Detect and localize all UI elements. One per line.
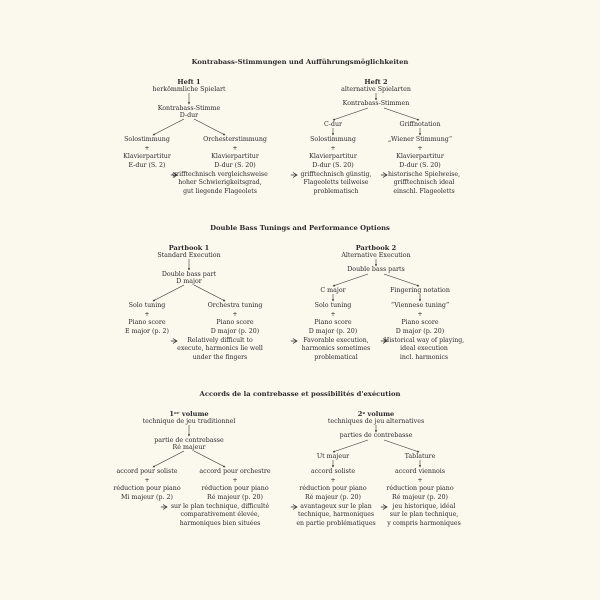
part2-part: parties de contrebasse bbox=[339, 432, 413, 439]
part2-style: alternative Spielarten bbox=[341, 86, 411, 93]
part2-left-line: accord soliste bbox=[310, 468, 356, 475]
arrow bbox=[384, 440, 419, 452]
part1-right-line: Piano score bbox=[216, 319, 254, 327]
part2-right-note-line: sur le plan technique, bbox=[389, 511, 459, 519]
part1-key: D major bbox=[176, 278, 202, 285]
part1-left-line: + bbox=[144, 476, 150, 484]
part1-part: Double bass part bbox=[161, 271, 217, 278]
part2-left-key: C major bbox=[320, 287, 346, 294]
part2-left-line: Ré majeur (p. 20) bbox=[305, 493, 361, 501]
arrow bbox=[194, 119, 225, 135]
section-title-de: Kontrabass-Stimmungen und Aufführungsmöglichkeiten bbox=[191, 58, 409, 66]
part2-left-key: C-dur bbox=[323, 121, 343, 128]
arrow-right-icon bbox=[171, 339, 177, 344]
part2-left-key: Ut majeur bbox=[316, 453, 350, 460]
part1-right-line: D-dur (S. 20) bbox=[214, 161, 256, 169]
part2-style: techniques de jeu alternatives bbox=[327, 418, 425, 425]
part2-right-note-line: historische Spielweise, bbox=[387, 171, 461, 178]
part1-left-line: Piano score bbox=[128, 319, 166, 327]
part1-right-line: + bbox=[232, 310, 238, 318]
arrow bbox=[153, 451, 184, 467]
part2-part: Kontrabass-Stimmen bbox=[342, 100, 410, 107]
arrow bbox=[153, 285, 184, 301]
part2-right-line: D-dur (S. 20) bbox=[399, 161, 441, 169]
part1-heading: Heft 1 bbox=[177, 78, 201, 86]
arrow bbox=[333, 274, 368, 286]
part1-note-line: gut liegende Flageolets bbox=[183, 187, 257, 195]
part2-left-line: D-dur (S. 20) bbox=[312, 161, 354, 169]
part1-note-line: harmoniques bien situées bbox=[179, 519, 261, 527]
part2-right-note-line: Historical way of playing, bbox=[383, 337, 465, 344]
part1-left-line: + bbox=[144, 144, 150, 152]
arrow-right-icon bbox=[381, 173, 387, 178]
part2-right-key: Tablature bbox=[404, 453, 436, 460]
part1-right-line: Klavierpartitur bbox=[211, 153, 259, 161]
arrow bbox=[333, 440, 368, 452]
arrow bbox=[194, 451, 225, 467]
part2-left-line: D major (p. 20) bbox=[308, 327, 358, 335]
part1-note-line: sur le plan technique, difficulté bbox=[170, 503, 270, 510]
part2-right-line: D major (p. 20) bbox=[395, 327, 445, 335]
part2-right-note-line: jeu historique, idéal bbox=[392, 503, 456, 510]
part1-key: D-dur bbox=[179, 112, 199, 119]
part2-left-line: Solostimmung bbox=[310, 136, 356, 143]
part2-right-note-line: incl. harmonics bbox=[399, 353, 449, 361]
part1-heading: Partbook 1 bbox=[168, 244, 210, 252]
part1-key: Ré majeur bbox=[172, 444, 206, 451]
part1-note-line: under the fingers bbox=[192, 353, 248, 361]
part1-right-line: D major (p. 20) bbox=[210, 327, 260, 335]
part2-left-line: + bbox=[330, 144, 336, 152]
part2-right-line: accord viennois bbox=[394, 468, 446, 475]
part1-right-line: + bbox=[232, 476, 238, 484]
part2-left-note-line: technique, harmoniques bbox=[297, 511, 375, 519]
part2-left-note-line: Favorable execution, bbox=[303, 337, 369, 344]
part2-right-note-line: y compris harmoniques bbox=[387, 519, 461, 527]
part2-left-line: réduction pour piano bbox=[299, 485, 367, 493]
part2-right-line: Piano score bbox=[401, 319, 439, 327]
part2-right-line: + bbox=[417, 310, 423, 318]
part2-right-line: + bbox=[417, 476, 423, 484]
section-title-fr: Accords de la contrebasse et possibilités d'exécution bbox=[199, 390, 401, 398]
part2-right-key: Griffnotation bbox=[399, 121, 441, 128]
arrow-right-icon bbox=[291, 173, 297, 178]
part1-part: partie de contrebasse bbox=[154, 437, 224, 444]
arrow-right-icon bbox=[291, 505, 297, 510]
part1-left-line: Solo tuning bbox=[128, 302, 166, 309]
part1-left-line: Mi majeur (p. 2) bbox=[121, 493, 173, 501]
part2-right-line: “Viennese tuning” bbox=[390, 302, 450, 309]
arrow bbox=[384, 108, 419, 120]
part1-note-line: hoher Schwierigkeitsgrad, bbox=[178, 179, 262, 187]
arrow-right-icon bbox=[161, 505, 167, 510]
part2-left-note-line: avantageux sur le plan bbox=[300, 503, 372, 510]
part2-part: Double bass parts bbox=[347, 266, 405, 273]
part1-note-line: grifftechnisch vergleichsweise bbox=[172, 171, 268, 178]
part1-right-line: + bbox=[232, 144, 238, 152]
part2-right-line: Klavierpartitur bbox=[396, 153, 444, 161]
part1-left-line: E-dur (S. 2) bbox=[128, 161, 166, 169]
arrow bbox=[384, 274, 419, 286]
part2-right-key: Fingering notation bbox=[390, 287, 450, 294]
part1-right-line: Orchestra tuning bbox=[207, 302, 263, 309]
part2-left-note-line: harmonics sometimes bbox=[301, 345, 371, 353]
part2-right-note-line: ideal execution bbox=[400, 345, 448, 353]
part2-heading: 2ᵉ volume bbox=[357, 410, 395, 418]
part1-style: herkömmliche Spielart bbox=[152, 86, 226, 93]
arrow bbox=[333, 108, 368, 120]
part2-heading: Heft 2 bbox=[364, 78, 388, 86]
part2-left-line: Klavierpartitur bbox=[309, 153, 357, 161]
part2-left-note-line: en partie problématiques bbox=[296, 519, 376, 527]
part1-left-line: réduction pour piano bbox=[113, 485, 181, 493]
part1-part: Kontrabass-Stimme bbox=[157, 105, 221, 112]
arrow-right-icon bbox=[291, 339, 297, 344]
arrow bbox=[153, 119, 184, 135]
part1-left-line: Solostimmung bbox=[124, 136, 170, 143]
part1-style: Standard Execution bbox=[157, 252, 221, 259]
part1-right-line: Ré majeur (p. 20) bbox=[207, 493, 263, 501]
part2-right-line: „Wiener Stimmung“ bbox=[387, 136, 453, 143]
part1-style: technique de jeu traditionnel bbox=[142, 418, 236, 425]
part2-right-line: + bbox=[417, 144, 423, 152]
part1-left-line: accord pour soliste bbox=[116, 468, 178, 475]
part1-right-line: accord pour orchestre bbox=[199, 468, 271, 475]
section-title-en: Double Bass Tunings and Performance Options bbox=[210, 224, 390, 232]
part2-left-note-line: grifftechnisch günstig, bbox=[300, 171, 372, 178]
part1-left-line: Klavierpartitur bbox=[123, 153, 171, 161]
part1-left-line: E major (p. 2) bbox=[124, 327, 170, 335]
part2-left-line: + bbox=[330, 310, 336, 318]
part2-left-note-line: Flageoletts teilweise bbox=[303, 179, 369, 187]
part2-right-line: Ré majeur (p. 20) bbox=[392, 493, 448, 501]
arrow-right-icon bbox=[381, 505, 387, 510]
part2-right-note-line: einschl. Flageoletts bbox=[393, 187, 455, 195]
part2-right-note-line: grifftechnisch ideal bbox=[393, 179, 455, 187]
arrow bbox=[194, 285, 225, 301]
part1-note-line: comparativement élevée, bbox=[180, 511, 260, 519]
part2-left-note-line: problematical bbox=[314, 353, 358, 361]
part1-left-line: + bbox=[144, 310, 150, 318]
part2-style: Alternative Execution bbox=[341, 252, 411, 259]
part2-left-line: Solo tuning bbox=[314, 302, 352, 309]
part1-note-line: Relatively difficult to bbox=[187, 337, 253, 344]
part1-note-line: execute, harmonics lie well bbox=[177, 345, 263, 353]
part2-left-note-line: problematisch bbox=[313, 187, 359, 195]
part1-heading: 1ᵉʳ volume bbox=[169, 410, 209, 418]
part2-heading: Partbook 2 bbox=[355, 244, 397, 252]
part2-left-line: Piano score bbox=[314, 319, 352, 327]
part1-right-line: réduction pour piano bbox=[201, 485, 269, 493]
part1-right-line: Orchesterstimmung bbox=[203, 136, 267, 143]
part2-left-line: + bbox=[330, 476, 336, 484]
part2-right-line: réduction pour piano bbox=[386, 485, 454, 493]
